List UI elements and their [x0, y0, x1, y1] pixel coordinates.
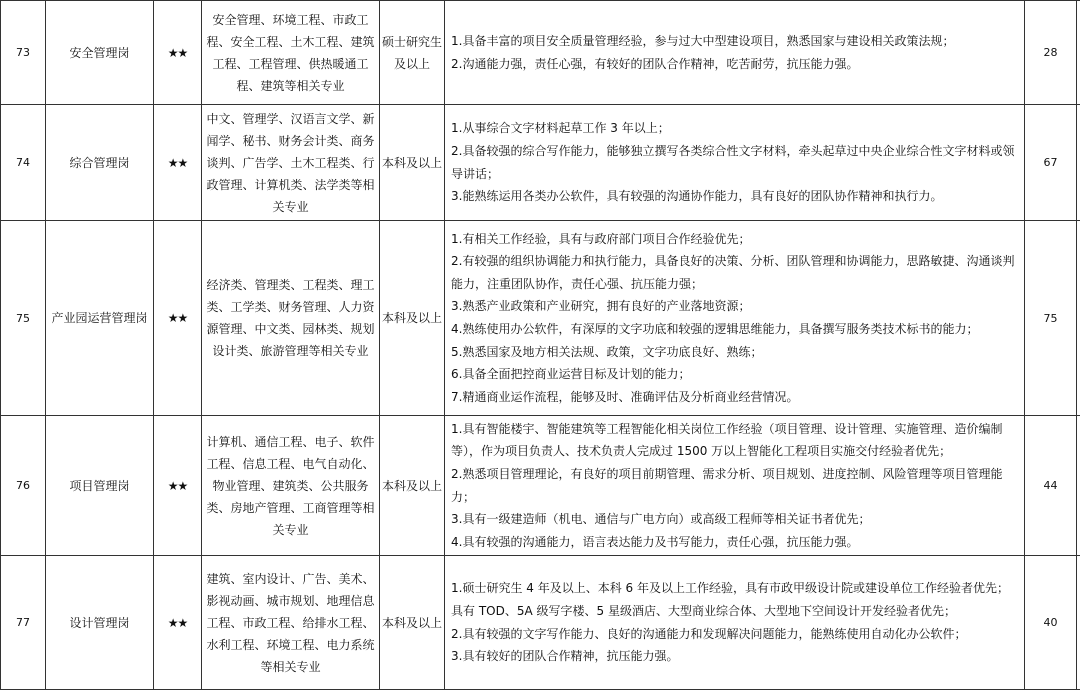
trailing-cell	[1077, 416, 1080, 556]
post-name: 项目管理岗	[46, 416, 154, 556]
post-name: 安全管理岗	[46, 1, 154, 105]
requirement-item: 3.熟悉产业政策和产业研究，拥有良好的产业落地资源；	[451, 299, 751, 314]
star-rating: ★★	[154, 556, 202, 690]
table-row	[1, 221, 1080, 416]
requirement-item: 2.熟悉项目管理理论，有良好的项目前期管理、需求分析、项目规划、进度控制、风险管理等项目管理能力；	[451, 466, 1003, 504]
table-row	[1, 416, 1080, 556]
requirement-item: 6.具备全面把控商业运营目标及计划的能力；	[451, 367, 691, 382]
major-requirements: 中文、管理学、汉语言文学、新闻学、秘书、财务会计类、商务谈判、广告学、土木工程类、行政管理、计算机类、法学类等相关专业	[202, 105, 380, 221]
education-requirement: 硕士研究生及以上	[380, 1, 445, 105]
post-name: 产业园运营管理岗	[46, 221, 154, 416]
job-requirements	[445, 1, 1025, 105]
trailing-cell	[1077, 105, 1080, 221]
row-number: 76	[1, 416, 46, 556]
requirement-item: 1.有相关工作经验，具有与政府部门项目合作经验优先；	[451, 231, 751, 246]
major-requirements: 经济类、管理类、工程类、理工类、工学类、财务管理、人力资源管理、中文类、园林类、规划设计类、旅游管理等相关专业	[202, 221, 380, 416]
major-requirements: 计算机、通信工程、电子、软件工程、信息工程、电气自动化、物业管理、建筑类、公共服务类、房地产管理、工商管理等相关专业	[202, 416, 380, 556]
requirement-item: 2.有较强的组织协调能力和执行能力，具备良好的决策、分析、团队管理和协调能力，思路敏捷、沟通谈判能力，注重团队协作，责任心强、抗压能力强；	[451, 254, 1015, 291]
headcount: 40	[1025, 556, 1077, 690]
star-rating: ★★	[154, 221, 202, 416]
star-rating: ★★	[154, 416, 202, 556]
headcount: 44	[1025, 416, 1077, 556]
education-requirement: 本科及以上	[380, 416, 445, 556]
requirement-item: 1.硕士研究生 4 年及以上、本科 6 年及以上工作经验，具有市政甲级设计院或建设单位工作经验者优先；具有 TOD、5A 级写字楼、5 星级酒店、大型商业综合体、大型地下空间设计开发经验者优先；	[451, 581, 1009, 618]
requirement-item: 3.能熟练运用各类办公软件，具有较强的沟通协作能力，具有良好的团队协作精神和执行力。	[451, 189, 943, 204]
table-row	[1, 1, 1080, 105]
education-requirement: 本科及以上	[380, 105, 445, 221]
headcount: 75	[1025, 221, 1077, 416]
job-requirements	[445, 416, 1025, 556]
requirement-item: 3.具有一级建造师（机电、通信与广电方向）或高级工程师等相关证书者优先；	[451, 512, 871, 527]
trailing-cell	[1077, 556, 1080, 690]
post-name: 设计管理岗	[46, 556, 154, 690]
education-requirement: 本科及以上	[380, 556, 445, 690]
row-number: 73	[1, 1, 46, 105]
row-number: 74	[1, 105, 46, 221]
requirement-item: 2.具有较强的文字写作能力、良好的沟通能力和发现解决问题能力，能熟练使用自动化办公软件；	[451, 626, 967, 641]
table-row	[1, 105, 1080, 221]
requirement-item: 4.具有较强的沟通能力，语言表达能力及书写能力，责任心强，抗压能力强。	[451, 534, 859, 549]
headcount: 28	[1025, 1, 1077, 105]
job-requirements	[445, 556, 1025, 690]
row-number: 77	[1, 556, 46, 690]
requirement-item: 5.熟悉国家及地方相关法规、政策，文字功底良好、熟练；	[451, 344, 763, 359]
star-rating: ★★	[154, 105, 202, 221]
headcount: 67	[1025, 105, 1077, 221]
requirement-item: 1.从事综合文字材料起草工作 3 年以上；	[451, 121, 670, 136]
requirement-item: 7.精通商业运作流程，能够及时、准确评估及分析商业经营情况。	[451, 389, 799, 404]
star-rating: ★★	[154, 1, 202, 105]
requirement-item: 4.熟练使用办公软件，有深厚的文字功底和较强的逻辑思维能力，具备撰写服务类技术标书的能力；	[451, 322, 979, 336]
table-row	[1, 556, 1080, 690]
trailing-cell	[1077, 221, 1080, 416]
education-requirement: 本科及以上	[380, 221, 445, 416]
requirement-item: 1.具备丰富的项目安全质量管理经验，参与过大中型建设项目，熟悉国家与建设相关政策法规；	[451, 33, 955, 48]
post-name: 综合管理岗	[46, 105, 154, 221]
job-requirements	[445, 105, 1025, 221]
major-requirements: 建筑、室内设计、广告、美术、影视动画、城市规划、地理信息工程、市政工程、给排水工程、水利工程、环境工程、电力系统等相关专业	[202, 556, 380, 690]
row-number: 75	[1, 221, 46, 416]
requirement-item: 2.具备较强的综合写作能力，能够独立撰写各类综合性文字材料，牵头起草过中央企业综合性文字材料或领导讲话；	[451, 143, 1015, 181]
requirement-item: 1.具有智能楼宇、智能建筑等工程智能化相关岗位工作经验（项目管理、设计管理、实施管理、造价编制等），作为项目负责人、技术负责人完成过 1500 万以上智能化工程项目实施交付经验者优先；	[451, 421, 1003, 459]
major-requirements: 安全管理、环境工程、市政工程、安全工程、土木工程、建筑工程、工程管理、供热暖通工程、建筑等相关专业	[202, 1, 380, 105]
requirement-item: 3.具有较好的团队合作精神，抗压能力强。	[451, 649, 679, 664]
requirement-item: 2.沟通能力强，责任心强，有较好的团队合作精神，吃苦耐劳，抗压能力强。	[451, 56, 859, 71]
trailing-cell	[1077, 1, 1080, 105]
job-requirements	[445, 221, 1025, 416]
